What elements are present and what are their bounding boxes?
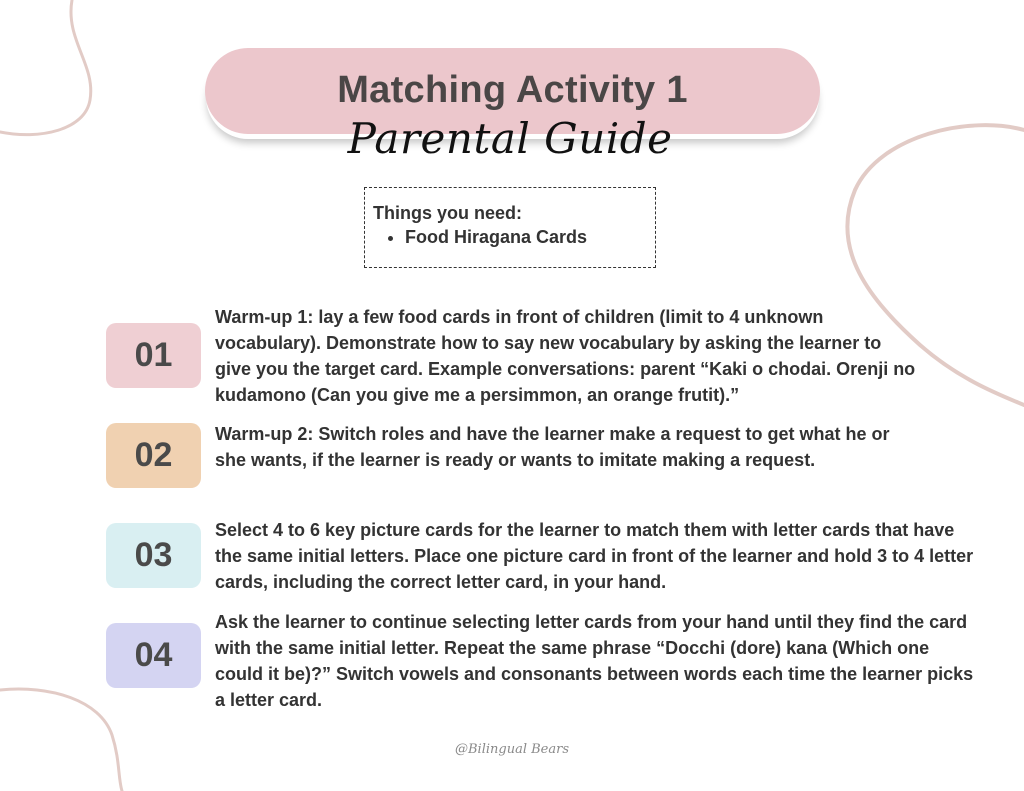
things-you-need-heading: Things you need:	[373, 203, 523, 223]
step-number-01: 01	[134, 336, 173, 374]
step-text-02: Warm-up 2: Switch roles and have the learner make a request to get what he or she wants, if the learner is ready or wants to imitate making a request.	[215, 424, 890, 470]
things-you-need-box	[364, 187, 656, 268]
footer-credit: @Bilingual Bears	[454, 742, 570, 757]
decor-curve-top-left	[0, 0, 91, 135]
step-number-03: 03	[134, 536, 173, 574]
decor-curve-bottom-left	[0, 689, 122, 791]
page-title: Matching Activity 1	[337, 68, 688, 111]
step-text-03: Select 4 to 6 key picture cards for the learner to match them with letter cards that have the same initial letters. Place one picture card in front of the learner and hold 3 to 4 letter cards, including the correct letter card, in your hand.	[215, 520, 974, 592]
step-number-04: 04	[134, 636, 173, 674]
step-badge-04	[106, 623, 201, 688]
things-you-need-list	[373, 227, 655, 248]
step-badge-02	[106, 423, 201, 488]
step-number-02: 02	[134, 436, 173, 474]
step-text-01: Warm-up 1: lay a few food cards in front of children (limit to 4 unknown vocabulary). Demonstrate how to say new vocabulary by asking the learner to give you the target card. Example conversations: parent “Kaki o chodai. Orenji no kudamono (Can you give me a persimmon, an orange frutit).”	[215, 307, 916, 405]
page-subtitle: Parental Guide	[347, 114, 673, 163]
step-text-04: Ask the learner to continue selecting letter cards from your hand until they find the card with the same initial letter. Repeat the same phrase “Docchi (dore) kana (Which one could it be)?” Switch vowels and consonants between words each time the learner picks a letter card.	[215, 612, 974, 710]
step-badge-01	[106, 323, 201, 388]
things-you-need-item: • Food Hiragana Cards	[405, 227, 655, 248]
step-badge-03	[106, 523, 201, 588]
